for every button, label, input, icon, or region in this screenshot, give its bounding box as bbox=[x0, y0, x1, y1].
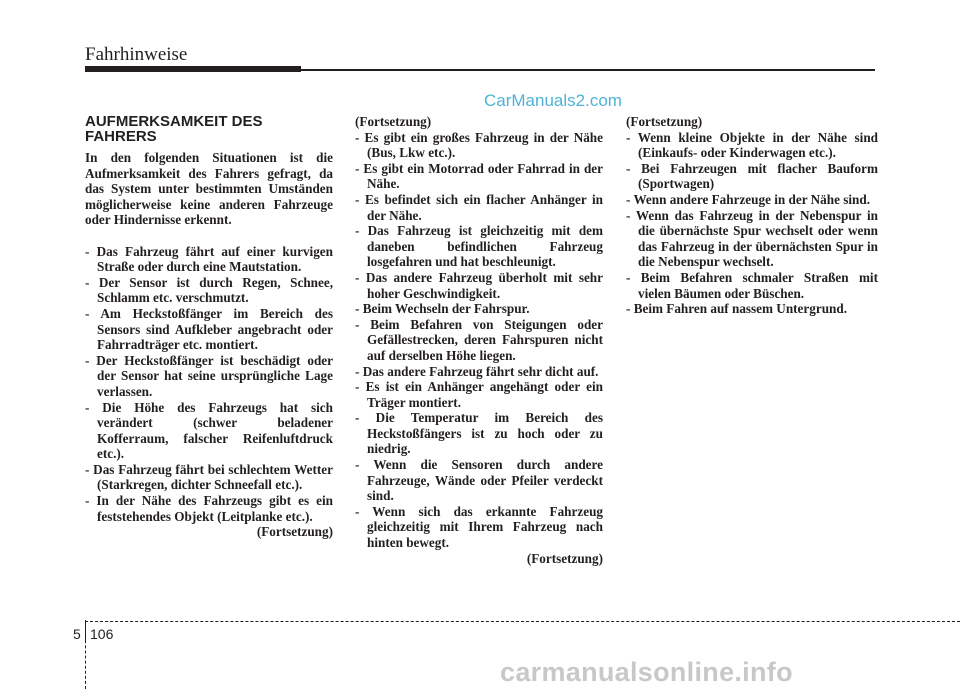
spacer bbox=[85, 228, 333, 244]
list-item: - Der Heckstoßfänger ist beschädigt oder der Sensor hat seine ursprüngliche Lage verlassen. bbox=[85, 352, 333, 399]
column-1-list bbox=[85, 244, 333, 525]
watermark-top: CarManuals2.com bbox=[484, 91, 622, 110]
list-item: - Das Fahrzeug fährt bei schlechtem Wetter (Starkregen, dichter Schneefall etc.). bbox=[85, 461, 333, 493]
list-item: - Wenn kleine Objekte in der Nähe sind (Einkaufs- oder Kinderwagen etc.). bbox=[626, 129, 878, 161]
continued-label: (Fortsetzung) bbox=[526, 550, 603, 566]
section-heading: AUFMERKSAMKEIT DES FAHRERS bbox=[85, 113, 263, 145]
list-item: - Beim Wechseln der Fahrspur. bbox=[355, 301, 530, 317]
continued-label: (Fortsetzung) bbox=[256, 524, 333, 540]
footer-dashed-line bbox=[85, 621, 960, 622]
header-rule-thin bbox=[301, 69, 875, 71]
list-item: - Beim Fahren auf nassem Untergrund. bbox=[626, 301, 848, 317]
list-item: - Das andere Fahrzeug fährt sehr dicht auf. bbox=[355, 363, 599, 379]
list-item: - Beim Befahren von Steigungen oder Gefällestrecken, deren Fahrspuren nicht auf derselben Höhe liegen. bbox=[355, 316, 603, 363]
list-item: - Bei Fahrzeugen mit flacher Bauform (Sportwagen) bbox=[626, 160, 878, 192]
chapter-number: 5 bbox=[73, 626, 81, 642]
page-number: 106 bbox=[90, 626, 114, 642]
column-1 bbox=[85, 114, 333, 540]
list-item: - Wenn die Sensoren durch andere Fahrzeuge, Wände oder Pfeiler verdeckt sind. bbox=[355, 457, 603, 504]
column-3-list bbox=[626, 130, 878, 317]
list-item: - Wenn andere Fahrzeuge in der Nähe sind. bbox=[626, 191, 870, 207]
column-3 bbox=[626, 114, 878, 317]
list-item: - Es ist ein Anhänger angehängt oder ein Träger montiert. bbox=[355, 379, 603, 410]
continuation-header: (Fortsetzung) bbox=[355, 114, 432, 129]
list-item: - Beim Befahren schmaler Straßen mit vielen Bäumen oder Büschen. bbox=[626, 269, 878, 301]
column-2 bbox=[355, 114, 603, 566]
intro-paragraph: In den folgenden Situationen ist die Aufmerksamkeit des Fahrers gefragt, da das System unter bestimmten Umständen möglicherweise keine anderen Fahrzeuge oder Hindernisse erkennt. bbox=[85, 150, 333, 228]
list-item: - Das Fahrzeug fährt auf einer kurvigen Straße oder durch eine Mautstation. bbox=[85, 243, 333, 275]
watermark-bottom: carmanualsonline.info bbox=[500, 657, 793, 687]
page-header-title: Fahrhinweise bbox=[85, 44, 188, 65]
list-item: - Das andere Fahrzeug überholt mit sehr hoher Geschwindigkeit. bbox=[355, 269, 603, 301]
list-item: - Die Höhe des Fahrzeugs hat sich verändert (schwer beladener Kofferraum, falscher Reifenluftdruck etc.). bbox=[85, 399, 333, 462]
list-item: - Es befindet sich ein flacher Anhänger in der Nähe. bbox=[355, 191, 603, 223]
list-item: - In der Nähe des Fahrzeugs gibt es ein feststehendes Objekt (Leitplanke etc.). bbox=[85, 493, 333, 524]
continuation-header: (Fortsetzung) bbox=[626, 114, 703, 129]
list-item: - Das Fahrzeug ist gleichzeitig mit dem daneben befindlichen Fahrzeug losgefahren und hat beschleunigt. bbox=[355, 223, 603, 270]
list-item: - Es gibt ein Motorrad oder Fahrrad in der Nähe. bbox=[355, 160, 603, 192]
list-item: - Wenn sich das erkannte Fahrzeug gleichzeitig mit Ihrem Fahrzeug nach hinten bewegt. bbox=[355, 503, 603, 551]
header-rule-thick bbox=[85, 66, 301, 72]
list-item: - Die Temperatur im Bereich des Heckstoßfängers ist zu hoch oder zu niedrig. bbox=[355, 410, 603, 457]
list-item: - Es gibt ein großes Fahrzeug in der Nähe (Bus, Lkw etc.). bbox=[355, 129, 603, 161]
footer-separator bbox=[85, 621, 86, 643]
column-2-list bbox=[355, 130, 603, 551]
list-item: - Wenn das Fahrzeug in der Nebenspur in die übernächste Spur wechselt oder wenn das Fahrzeug in der übernächsten Spur in die Nebenspur wechselt. bbox=[626, 207, 878, 270]
list-item: - Der Sensor ist durch Regen, Schnee, Schlamm etc. verschmutzt. bbox=[85, 274, 333, 306]
list-item: - Am Heckstoßfänger im Bereich des Sensors sind Aufkleber angebracht oder Fahrradträger etc. montiert. bbox=[85, 305, 333, 353]
